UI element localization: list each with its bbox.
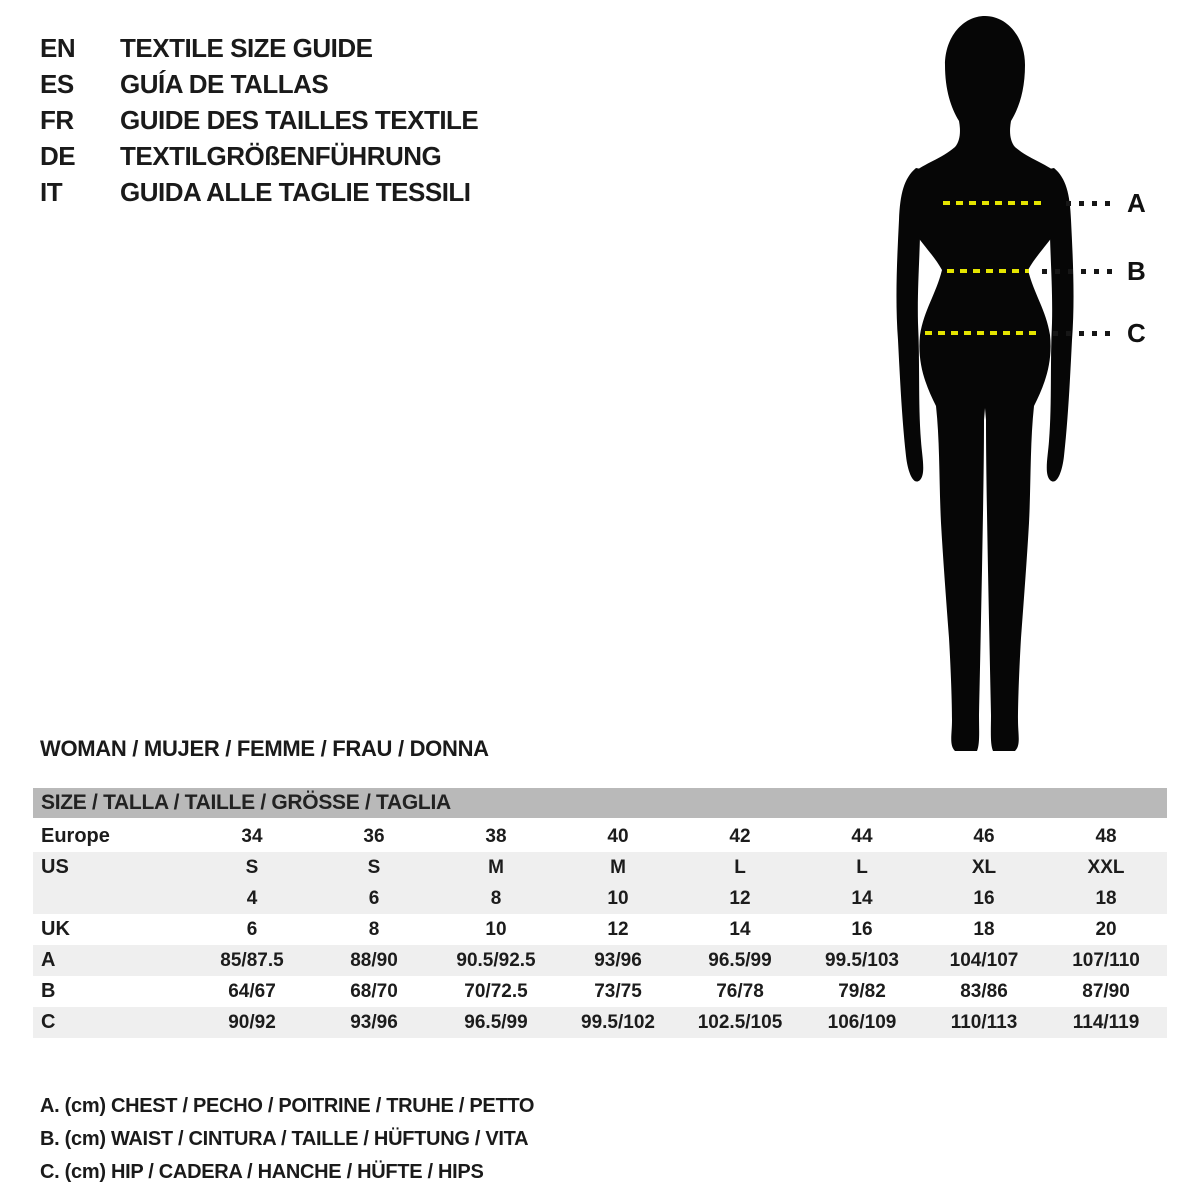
cell-uk-4: 12 — [557, 914, 679, 945]
language-row-de — [40, 138, 478, 174]
cell-usnum-1: 4 — [191, 883, 313, 914]
row-label-b: B — [33, 976, 191, 1007]
cell-c-3: 96.5/99 — [435, 1007, 557, 1038]
size-table — [33, 788, 1167, 1038]
cell-uk-2: 8 — [313, 914, 435, 945]
cell-uk-7: 18 — [923, 914, 1045, 945]
cell-europe-2: 36 — [313, 820, 435, 853]
cell-a-3: 90.5/92.5 — [435, 945, 557, 976]
cell-europe-1: 34 — [191, 820, 313, 853]
cell-usnum-5: 12 — [679, 883, 801, 914]
cell-us-4: M — [557, 852, 679, 883]
hip-marker-label: C — [1127, 318, 1146, 348]
cell-usnum-8: 18 — [1045, 883, 1167, 914]
cell-uk-3: 10 — [435, 914, 557, 945]
cell-a-7: 104/107 — [923, 945, 1045, 976]
legend-waist: B. (cm) WAIST / CINTURA / TAILLE / HÜFTUNG / VITA — [40, 1128, 529, 1150]
measurement-legend — [40, 1090, 534, 1189]
table-row-hip-c — [33, 1007, 1167, 1038]
row-label-us: US — [33, 852, 191, 883]
cell-a-1: 85/87.5 — [191, 945, 313, 976]
cell-c-5: 102.5/105 — [679, 1007, 801, 1038]
language-row-it — [40, 174, 478, 210]
cell-us-1: S — [191, 852, 313, 883]
cell-europe-7: 46 — [923, 820, 1045, 853]
cell-b-3: 70/72.5 — [435, 976, 557, 1007]
language-title-list — [40, 30, 478, 210]
woman-silhouette-icon — [880, 8, 1090, 753]
language-title-de: TEXTILGRÖßENFÜHRUNG — [120, 140, 442, 171]
language-row-fr — [40, 102, 478, 138]
cell-uk-5: 14 — [679, 914, 801, 945]
cell-a-5: 96.5/99 — [679, 945, 801, 976]
cell-europe-6: 44 — [801, 820, 923, 853]
language-code-es: ES — [40, 68, 74, 99]
language-row-en — [40, 30, 478, 66]
cell-usnum-3: 8 — [435, 883, 557, 914]
table-row-europe — [33, 820, 1167, 853]
waist-measure-dash — [947, 269, 1029, 273]
cell-c-6: 106/109 — [801, 1007, 923, 1038]
cell-europe-3: 38 — [435, 820, 557, 853]
language-code-en: EN — [40, 32, 76, 63]
cell-c-7: 110/113 — [923, 1007, 1045, 1038]
cell-uk-6: 16 — [801, 914, 923, 945]
language-row-es — [40, 66, 478, 102]
cell-us-3: M — [435, 852, 557, 883]
cell-b-6: 79/82 — [801, 976, 923, 1007]
language-title-fr: GUIDE DES TAILLES TEXTILE — [120, 104, 479, 135]
hip-leader-dots — [1053, 331, 1116, 336]
cell-b-2: 68/70 — [313, 976, 435, 1007]
cell-us-5: L — [679, 852, 801, 883]
cell-b-7: 83/86 — [923, 976, 1045, 1007]
waist-leader-dots — [1042, 269, 1116, 274]
cell-c-2: 93/96 — [313, 1007, 435, 1038]
cell-usnum-7: 16 — [923, 883, 1045, 914]
row-label-uk: UK — [33, 914, 191, 945]
cell-uk-1: 6 — [191, 914, 313, 945]
cell-b-1: 64/67 — [191, 976, 313, 1007]
size-table-header: SIZE / TALLA / TAILLE / GRÖSSE / TAGLIA — [33, 788, 1167, 820]
language-code-it: IT — [40, 176, 63, 207]
cell-b-4: 73/75 — [557, 976, 679, 1007]
cell-us-6: L — [801, 852, 923, 883]
cell-europe-4: 40 — [557, 820, 679, 853]
language-title-en: TEXTILE SIZE GUIDE — [120, 32, 373, 63]
language-title-es: GUÍA DE TALLAS — [120, 68, 329, 99]
cell-us-7: XL — [923, 852, 1045, 883]
table-row-us-numbers — [33, 883, 1167, 914]
cell-us-8: XXL — [1045, 852, 1167, 883]
waist-marker-label: B — [1127, 256, 1146, 286]
table-row-us-letters — [33, 852, 1167, 883]
cell-uk-8: 20 — [1045, 914, 1167, 945]
hip-measure-dash — [925, 331, 1041, 335]
row-label-europe: Europe — [33, 820, 191, 853]
measurement-figure — [880, 8, 1192, 753]
gender-title: WOMAN / MUJER / FEMME / FRAU / DONNA — [40, 736, 489, 761]
cell-a-8: 107/110 — [1045, 945, 1167, 976]
cell-usnum-2: 6 — [313, 883, 435, 914]
cell-b-8: 87/90 — [1045, 976, 1167, 1007]
cell-usnum-6: 14 — [801, 883, 923, 914]
chest-measure-dash — [943, 201, 1043, 205]
cell-a-6: 99.5/103 — [801, 945, 923, 976]
cell-europe-8: 48 — [1045, 820, 1167, 853]
cell-c-8: 114/119 — [1045, 1007, 1167, 1038]
cell-europe-5: 42 — [679, 820, 801, 853]
language-title-it: GUIDA ALLE TAGLIE TESSILI — [120, 176, 471, 207]
language-code-de: DE — [40, 140, 76, 171]
row-label-a: A — [33, 945, 191, 976]
size-table-header-row — [33, 788, 1167, 820]
cell-a-2: 88/90 — [313, 945, 435, 976]
cell-c-4: 99.5/102 — [557, 1007, 679, 1038]
table-row-waist-b — [33, 976, 1167, 1007]
language-code-fr: FR — [40, 104, 74, 135]
row-label-c: C — [33, 1007, 191, 1038]
legend-hip: C. (cm) HIP / CADERA / HANCHE / HÜFTE / HIPS — [40, 1161, 484, 1183]
cell-b-5: 76/78 — [679, 976, 801, 1007]
row-label-us-numbers — [33, 883, 191, 914]
cell-c-1: 90/92 — [191, 1007, 313, 1038]
cell-a-4: 93/96 — [557, 945, 679, 976]
cell-us-2: S — [313, 852, 435, 883]
legend-chest: A. (cm) CHEST / PECHO / POITRINE / TRUHE / PETTO — [40, 1095, 535, 1117]
table-row-uk — [33, 914, 1167, 945]
chest-marker-label: A — [1127, 188, 1146, 218]
cell-usnum-4: 10 — [557, 883, 679, 914]
chest-leader-dots — [1066, 201, 1116, 206]
table-row-chest-a — [33, 945, 1167, 976]
